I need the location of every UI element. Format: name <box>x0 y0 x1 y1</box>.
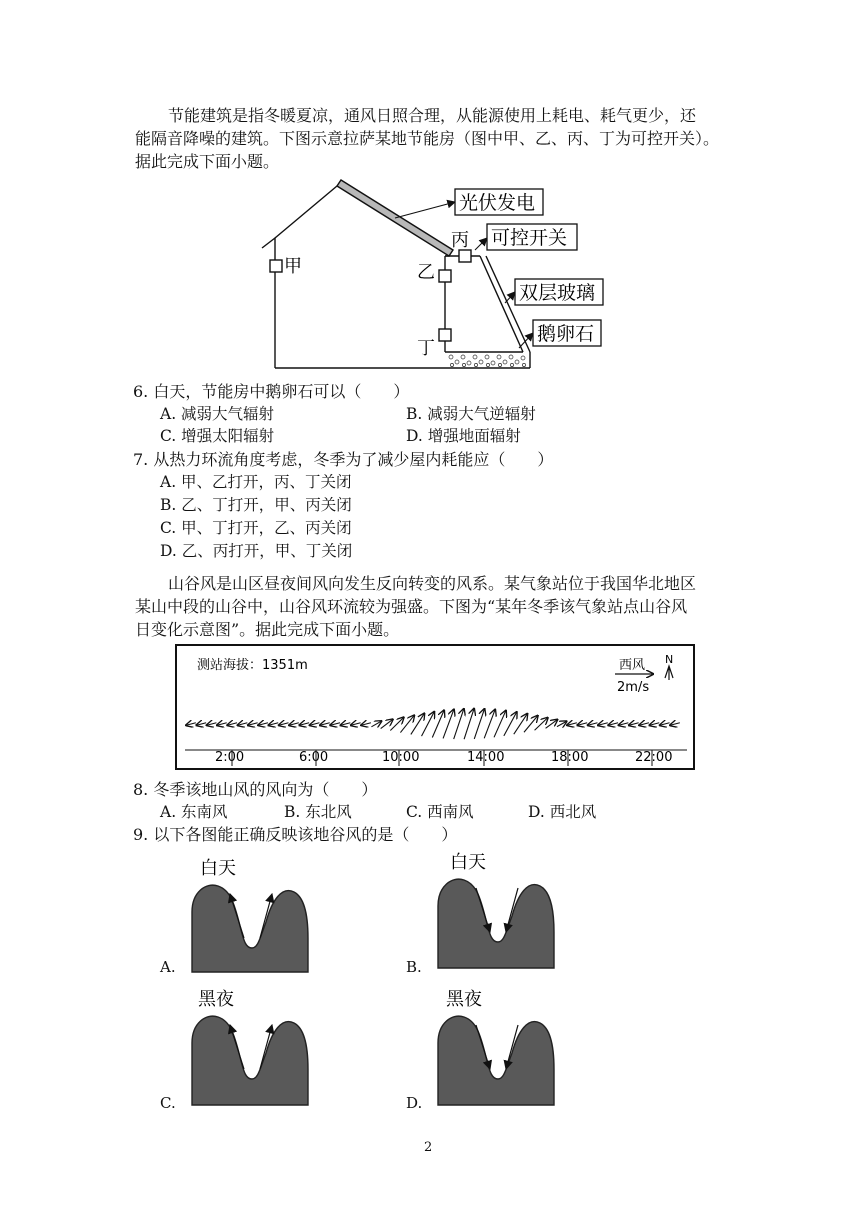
tick-10: 10:00 <box>382 750 420 765</box>
tick-22: 22:00 <box>635 750 673 765</box>
tick-14: 14:00 <box>467 750 505 765</box>
page-number: 2 <box>424 1140 433 1155</box>
intro1-line-2: 能隔音降噪的建筑。下图示意拉萨某地节能房（图中甲、乙、丙、丁为可控开关）。 <box>135 129 720 148</box>
intro2-line-2: 某山中段的山谷中，山谷风环流较为强盛。下图为“某年冬季该气象站点山谷风 <box>135 597 688 616</box>
station-altitude: 测站海拔：1351m <box>197 658 308 673</box>
question-6-stem: 6. 白天，节能房中鹅卵石可以（ ） <box>133 382 410 401</box>
question-8-stem: 8. 冬季该地山风的风向为（ ） <box>133 780 378 799</box>
q8-option-d[interactable]: D. 西北风 <box>528 803 597 821</box>
switch-jia <box>270 260 282 272</box>
intro1-line-3: 据此完成下面小题。 <box>135 152 280 171</box>
north-label: N <box>665 653 674 666</box>
q6-option-b[interactable]: B. 减弱大气逆辐射 <box>406 405 536 423</box>
q7-option-b[interactable]: B. 乙、丁打开，甲、丙关闭 <box>160 496 352 514</box>
q7-option-d[interactable]: D. 乙、丙打开，甲、丁关闭 <box>160 542 353 560</box>
energy-house-diagram <box>255 178 615 378</box>
q6-option-d[interactable]: D. 增强地面辐射 <box>406 427 521 445</box>
label-jia: 甲 <box>284 256 302 277</box>
q6-option-c[interactable]: C. 增强太阳辐射 <box>160 427 275 445</box>
label-glass: 双层玻璃 <box>519 282 596 304</box>
switch-ding <box>439 329 451 341</box>
mountain-b-label[interactable]: B. <box>406 958 422 976</box>
q7-option-a[interactable]: A. 甲、乙打开，丙、丁关闭 <box>160 473 352 491</box>
mountain-d-title: 黑夜 <box>446 989 482 1010</box>
legend-west-wind: 西风 <box>619 658 646 673</box>
question-7-stem: 7. 从热力环流角度考虑，冬季为了减少屋内耗能应（ ） <box>133 450 554 469</box>
q8-option-a[interactable]: A. 东南风 <box>160 803 228 821</box>
pebble-layer <box>449 355 526 367</box>
mountain-d-label[interactable]: D. <box>406 1094 423 1112</box>
label-bing: 丙 <box>451 230 469 251</box>
q7-option-c[interactable]: C. 甲、丁打开，乙、丙关闭 <box>160 519 352 537</box>
intro2-line-1: 山谷风是山区昼夜间风向发生反向转变的风系。某气象站位于我国华北地区 <box>168 574 697 593</box>
switch-yi <box>439 270 451 282</box>
mountain-c-title: 黑夜 <box>198 989 234 1010</box>
intro2-line-3: 日变化示意图”。据此完成下面小题。 <box>135 620 400 639</box>
intro-paragraph-2 <box>135 572 750 641</box>
mountain-figure-c[interactable] <box>186 985 316 1110</box>
label-ding: 丁 <box>417 338 435 359</box>
question-9-stem: 9. 以下各图能正确反映该地谷风的是（ ） <box>133 825 458 844</box>
mountain-figure-a[interactable] <box>186 852 316 977</box>
q8-option-c[interactable]: C. 西南风 <box>406 803 474 821</box>
intro-paragraph-1 <box>135 104 750 173</box>
label-stone: 鹅卵石 <box>537 323 595 345</box>
tick-6: 6:00 <box>299 750 329 765</box>
mountain-figure-b[interactable] <box>432 848 562 973</box>
label-pv: 光伏发电 <box>459 192 536 214</box>
label-switch: 可控开关 <box>491 227 568 249</box>
mountain-a-title: 白天 <box>200 858 236 879</box>
switch-bing <box>459 250 471 262</box>
legend-speed: 2m/s <box>617 680 650 695</box>
mountain-b-title: 白天 <box>450 852 486 873</box>
mountain-figure-d[interactable] <box>432 985 562 1110</box>
mountain-c-label[interactable]: C. <box>160 1094 176 1112</box>
q6-option-a[interactable]: A. 减弱大气辐射 <box>160 405 275 423</box>
label-yi: 乙 <box>417 262 435 283</box>
valley-wind-chart <box>175 644 697 772</box>
tick-18: 18:00 <box>551 750 589 765</box>
tick-2: 2:00 <box>215 750 245 765</box>
intro1-line-1: 节能建筑是指冬暖夏凉，通风日照合理，从能源使用上耗电、耗气更少，还 <box>168 106 697 125</box>
mountain-a-label[interactable]: A. <box>160 958 176 976</box>
q8-option-b[interactable]: B. 东北风 <box>284 803 352 821</box>
